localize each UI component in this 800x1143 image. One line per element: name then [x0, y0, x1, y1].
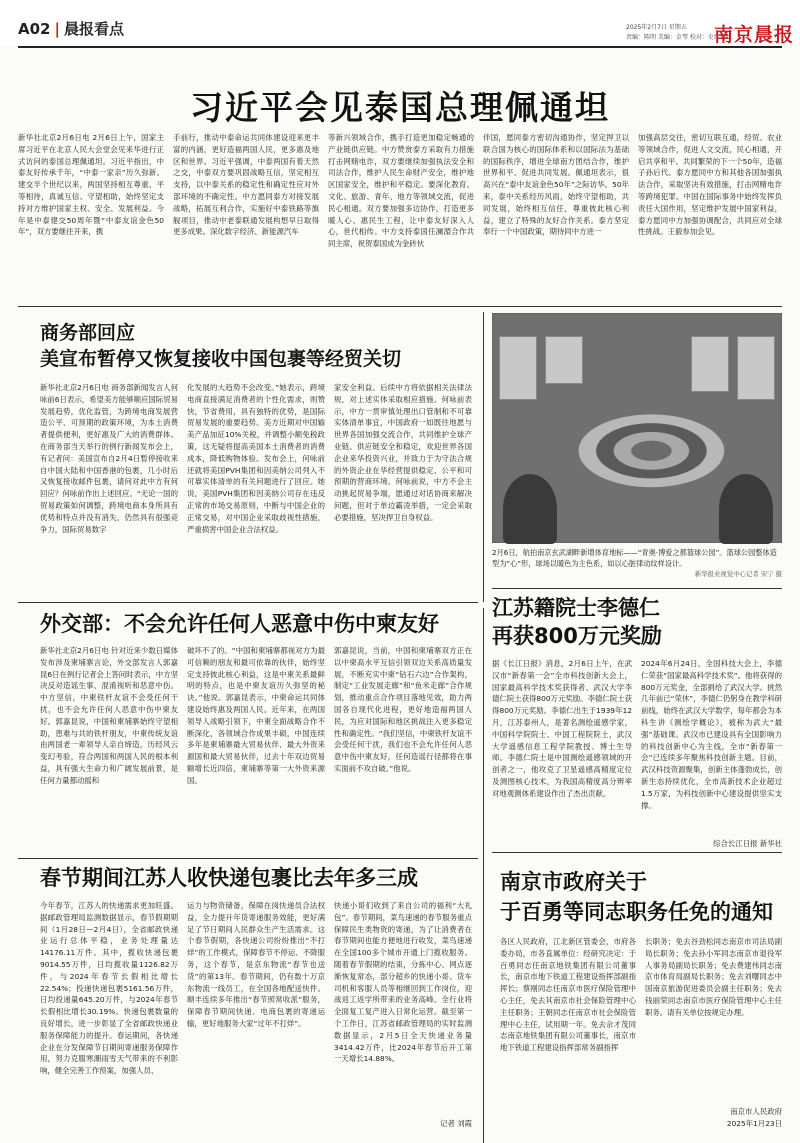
- divider: [18, 306, 782, 307]
- divider: [492, 852, 782, 853]
- date-line: 2025年2月7日 星期五: [626, 24, 687, 31]
- masthead-logo: 南京晨报: [714, 24, 795, 46]
- lead-column-1: 新华社北京2月6日电 2月6日上午，国家主席习近平在北京人民大会堂会见来华进行正式访问的泰国总理佩通坦。习近平指出，中泰友好传承千年，“中泰一家亲”历久弥新。建交半个世纪以来，两国坚持相互尊重、平等相待，真诚互信、守望相助，始终坚定支持对方维护国家主权、安全、发展利益。今年是中泰建交50周年暨“中泰友谊金色50年”，双方要继往开来，携: [18, 133, 164, 237]
- mfa-column-1: 新华社北京2月6日电 针对近来少数日媒体发布涉及柬埔寨言论，外交部发言人郭嘉昆6日在例行记者会上答问时表示，中方坚决反对造谣生事、混淆视听和恶意中伤。中方坚信，中柬铁杆友谊不会受任何干扰，也不会允许任何人恶意中伤中柬友好。郭嘉昆说，中国和柬埔寨始终守望相助，患难与共的铁杆朋友，中柬传统友谊由两国老一辈领导人亲自缔造，历经风云变幻考验，符合两国和两国人民的根本利益，具有强大生命力和广阔发展前景，是任何力量都动摇和: [40, 646, 178, 785]
- commerce-column-1: 新华社北京2月6日电 商务部新闻发言人何咏前6日表示，希望美方能够顺应国际贸易发展趋势，优化监管，为跨境电商发展营造公平、可预期的政策环境，为本土消费者提供便利，更好惠及广大的消费群体。在商务部当天举行的例行新闻发布会上，有记者问：美国宣布自2月4日暂停接收来自中国大陆和中国香港的包裹，几小时后又恢复接收邮件包裹，请问对此中方有何回应？何咏前作出上述回应。“无论一国的贸易政策如何调整，跨境电商本身所具有优势和特点并没有消失，仍然具有很强竞争力，国际贸易数字: [40, 383, 178, 534]
- aerial-photo: [492, 313, 782, 543]
- column-divider: [483, 312, 484, 602]
- mfa-column-3: 郭嘉昆说，当前，中国和柬埔寨双方正在以中柬高水平互信引领双边关系高质量发展，不断充实中柬“钻石六边”合作架构，制定“工业发展走廊”和“鱼米走廊”合作规划，推动重点合作项目落地见效，助力两国各自现代化进程，更好地造福两国人民，为应对国际和地区挑战注入更多稳定性和确定性。“我们坚信，中柬铁杆友谊不会受任何干扰，我们也不会允许任何人恶意中伤中柬友好，任何造谣行径都将在事实面前不攻自破。”他说。: [334, 646, 472, 773]
- separator: |: [54, 20, 60, 38]
- lead-column-3: 等新兴领域合作，携手打造更加稳定畅通的产业链供应链。中方赞赏泰方采取有力措施打击网赌电诈，双方要继续加强执法安全和司法合作，维护人民生命财产安全，维护地区国家安全，维护和平稳定。要深化教育、文化、旅游、青年、地方等领域交流，促进民心相通。双方要加强多边协作，打造更多暖人心、惠民生工程，让中泰友好深入人心，世代相传。中方支持泰国任澜湄合作共同主席，祝贺泰国成为金砖伙: [328, 133, 474, 249]
- building-shape: [737, 336, 775, 400]
- courier-column-2: 运力与物资储备，保障在岗快递员合法权益，全力提升年货寄递服务效能，更好满足了节日期间人民群众生产生活需求。这个春节假期，各快递公司纷纷推出“不打烊”的工作模式，保障春节不停运、不降服务，这个春节，是京东物流“春节也送货”的第13年。春节期间，仍有数十万京东物流一线员工，在全国各地配送快件。顺丰连续多年推出“春节照常收派”服务，保障春节期间快递、电商包裹的寄递运输，更好地服务大家“过年不打烊”。: [187, 901, 325, 1028]
- appointment-signature-date: 2025年1月23日: [726, 1119, 782, 1128]
- appointment-signature-org: 南京市人民政府: [730, 1107, 782, 1116]
- divider: [492, 588, 782, 589]
- divider: [18, 602, 478, 603]
- lead-headline: 习近平会见泰国总理佩通坦: [190, 88, 610, 127]
- appointment-title-line1: 南京市政府关于: [500, 870, 647, 894]
- lead-column-4: 伴国，愿同泰方密切沟通协作，坚定捍卫以联合国为核心的国际体系和以国际法为基础的国际秩序，增进全球南方团结合作，维护世界和平、促进共同发展。佩通坦表示，很高兴在“泰中友谊金色50年”之际访华。50年来，泰中关系经历风雨，始终守望相助，共同发展，始终相互信任，尊重彼此核心利益，建立了特殊的友好合作关系。泰方坚定奉行一个中国政策，期待同中方进一: [483, 133, 629, 237]
- courier-title: 春节期间江苏人收快递包裹比去年多三成: [40, 866, 418, 890]
- editor-line: 责编：陈明 美编：金琴 校对：史红岩: [626, 34, 726, 41]
- lead-column-2: 手前行，推动中泰命运共同体建设迎来更丰富的内涵，更好造福两国人民，更多惠及地区和世界。习近平强调，中泰两国有着天然之交，中泰双方要巩固战略互信，坚定相互支持，以中泰关系的稳定性和确定性应对外部环境的不确定性。中方愿同泰方对接发展战略，拓展互利合作，实施好中泰铁路等旗舰项目，推动中老泰联通发展构想早日取得更多成果。深化数字经济、新能源汽车: [173, 133, 319, 237]
- academician-signature: 综合长江日报 新华社: [713, 839, 782, 848]
- divider: [18, 858, 478, 859]
- appointment-column-2: 长职务；免去谷劲松同志南京市司法局副局长职务；免去孙小军同志南京市退役军人事务局副局长职务；免去费建伟同志南京市体育局副局长职务；免去刘曙同志中国南京旅游促进委员会副主任职务；免去钱丽荣同志南京市医疗保险管理中心主任职务。请有关单位按规定办理。: [645, 937, 782, 1017]
- appointment-title-line2: 于百勇等同志职务任免的通知: [500, 900, 773, 924]
- commerce-column-2: 化发展的大趋势不会改变。”她表示，跨境电商直接满足消费者的个性化需求，则赞快，节省费用，具有独特的优势，是国际贸易发展的重要趋势。美方近期对中国输美产品加征10%关税，并调整小额免税政策，这无疑将提高美国本土消费者的消费成本，降低购物体验。发布会上，何咏前还就将美国PVH集团和因美纳公司列入不可靠实体清单的有关问题进行了回应。她说，美国PVH集团和因美纳公司存在违反正常的市场交易原则，中断与中国企业的正常交易，对中国企业采取歧视性措施，严重损害中国企业合法权益。: [187, 383, 325, 534]
- building-shape: [691, 336, 729, 392]
- photo-caption: [492, 548, 782, 580]
- building-shape: [545, 336, 583, 384]
- academician-title-line2: 再获800万元奖励: [492, 624, 662, 648]
- mfa-title: 外交部：不会允许任何人恶意中伤中柬友好: [40, 612, 439, 636]
- building-shape: [499, 336, 537, 400]
- photo-caption-text: 2月6日，航拍南京玄武湖畔新增体育地标——“青奥·博爱之都篮球公园”。篮球公园整体造型为“心”形，球场以暖色为主色系，如以心脏律动纹样设计。: [492, 548, 777, 568]
- commerce-column-3: 家安全利益。后续中方将依据相关法律法规，对上述实体采取相应措施。何咏前表示，中方一贯审慎处理出口管制和不可靠实体清单事宜，中国政府一如既往地愿与世界各国加强交流合作，共同维护全球产业链、供应链安全和稳定，欢迎世界各国企业来华投资兴业，并致力于为守法合规的外资企业在华经营提供稳定、公平和可预期的营商环境。何咏前说，中方不会主动挑起贸易争端，愿通过对话协商来解决问题，但对于单边霸凌举措，一定会采取必要措施，坚决捍卫自身权益。: [334, 383, 472, 522]
- photo-credit: 新华报业视觉中心记者 宋宁 摄: [694, 570, 782, 579]
- courier-column-1: 今年春节，江苏人的快递需求更加旺盛。据邮政管理局监测数据显示，春节假期期间（1月28日—2月4日），全省邮政快递业运行总体平稳，业务处理量达14176.11万件。其中，揽收快递包裹9014.55万件，日均揽收量1126.82万件，与2024年春节长假相比增长22.54%；投递快递包裹5161.56万件，日均投递量645.20万件，与2024年春节长假相比增长30.19%。快递包裹数量的良好增长，进一步彰显了全省邮政快递业服务保障能力的提升。春运期间，各快递企业在分发保障节日期间寄递服务保障作用，努力克服寒潮雨雪天气带来的不利影响，健全完善工作预案，加强人员、: [40, 901, 178, 1076]
- header-rule: [18, 46, 782, 48]
- academician-column-1: 据《长江日报》消息，2月6日上午，在武汉市“新春第一会”全市科技创新大会上，国家最高科学技术奖获得者、武汉大学李德仁院士获得800万元奖励。李德仁院士获得800万元奖励。李德仁出生于1939年12月，江苏泰州人，是著名测绘遥感学家，中国科学院院士、中国工程院院士，武汉大学遥感信息工程学院教授、博士生导师。李德仁院士是中国测绘遥感领域的开创者之一，他攻克了卫星遥感高精度定位及测图核心技术，为我国高精度高分辨率对地观测体系建设作出了杰出贡献。: [492, 659, 632, 798]
- section-name: 晨报看点: [63, 20, 124, 38]
- column-divider: [483, 608, 484, 1143]
- courier-column-3: 快递小哥们收到了来自公司的福利“大礼包”。春节期间，菜鸟速递的春节服务重点保障民生类物资的寄递，为了让消费者在春节期间也能方便地进行收发，菜鸟速递在全国100多个城市开通上门揽收服务。随着春节假期的结束，分拣中心、网点逐渐恢复常态，部分超乡的快递小哥、货车司机和客服人员等相继回到工作岗位，迎战返工返学所带来的业务高峰。全行业将全面复工复产进入日常化运营。截至第一个工作日，江苏省邮政管理局的实时监测数据显示，2月5日全天快递业务量3414.42万件，比2024年春节后开工第一天增长14.88%。: [334, 901, 472, 1064]
- appointment-column-1: 各区人民政府，江北新区管委会，市府各委办局，市各直属单位：经研究决定：于百勇同志任南京地铁集团有限公司董事长，南京市地下铁道工程建设指挥部副指挥长；蔡刚同志任南京市医疗保险管理中心主任，免去其南京市社会保险管理中心主任职务；王朝同志任南京市社会保险管理中心主任，试用期一年。免去佘才茂同志南京地铁集团有限公司董事长，南京市地下铁道工程建设指挥部常务副指挥: [500, 937, 636, 1053]
- academician-title-line1: 江苏籍院士李德仁: [492, 596, 660, 620]
- tree-shape: [503, 474, 557, 544]
- academician-column-2: 2024年6月24日，全国科技大会上，李德仁荣获“国家最高科学技术奖”。他将获得的800万元奖金，全部捐给了武汉大学。挑然几年前已“荣休”，李德仁仍躬身在教学科研前线，始终在武汉大学数学，每年都会为本科生讲《测绘学概论》，被称为武大“最强”基础课。武汉市已建设具有全国影响力的科技创新中心为主线，全市“新春第一会”已连续多年聚焦科技创新主题。目前，武汉科技资源聚集，创新主体蓬勃成长，创新生态持续优化，全市高新技术企业超过1.5万家，为科技创新中心建设提供坚实支撑。: [641, 659, 782, 810]
- lead-column-5: 加强高层交往，密切互联互通，经贸、农业等领域合作，促进人文交流，民心相通，开启共享和平、共同繁荣的下一个50年，造福子孙后代。泰方愿同中方和其他各国加强执法合作，采取坚决有效措施，打击网赌电诈等跨境犯罪。中国在国际事务中始终发挥负责任大国作用，坚定维护发展中国家利益，泰方愿同中方加强协调配合，共同应对全球性挑战。王毅参加会见。: [638, 133, 782, 237]
- courier-signature: 记者 刘霞: [440, 1119, 472, 1128]
- page-number-text: A02: [18, 20, 51, 38]
- commerce-title-line1: 商务部回应: [40, 322, 136, 344]
- page-number: [18, 18, 124, 39]
- commerce-title-line2: 美宣布暂停又恢复接收中国包裹等经贸关切: [40, 348, 402, 370]
- mfa-column-2: 破坏不了的。“中国和柬埔寨都视对方为最可信赖的朋友和最可依靠的伙伴，始终坚定支持彼此核心利益，这是中柬关系最鲜明的特点，也是中柬友谊历久弥坚的秘诀。”他说。郭嘉昆表示，中柬命运共同体建设始终惠及两国人民。近年来，在两国领导人战略引领下，中柬全面战略合作不断深化，各领域合作成果丰硕，中国连续多年是柬埔寨最大贸易伙伴、最大外资来源国和最大贸易伙伴，过去十年双边贸易额增长近四倍，柬埔寨等第一大外资来源国。: [187, 646, 325, 785]
- tree-shape: [719, 474, 773, 544]
